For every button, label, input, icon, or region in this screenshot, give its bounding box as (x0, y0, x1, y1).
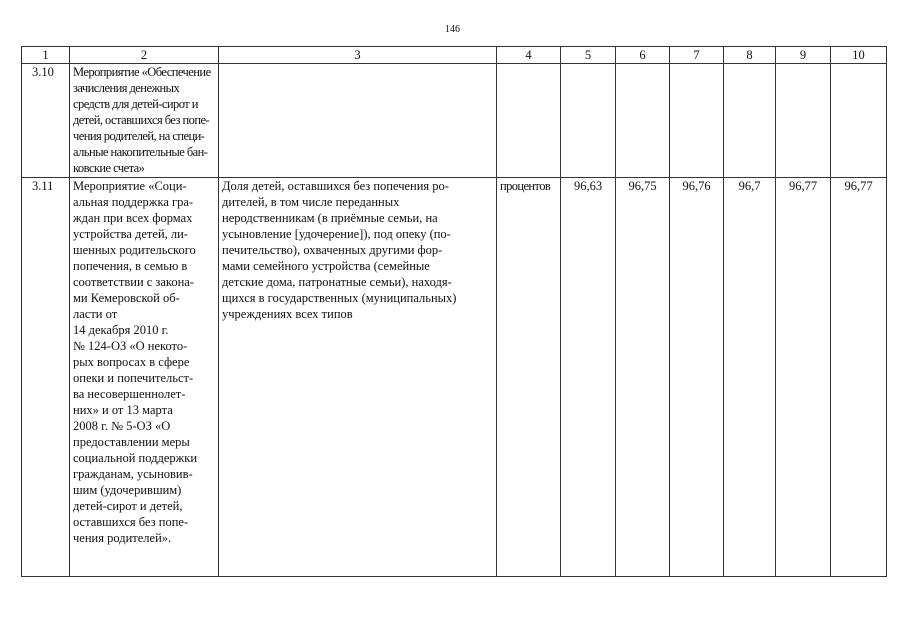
indicator-line: дителей, в том числе переданных (222, 195, 400, 209)
value-cell: 96,77 (831, 178, 887, 577)
event-line: гражданам, усыновив- (73, 467, 193, 481)
event-line: предоставлении меры (73, 435, 190, 449)
indicator-line: печительство), охваченных другими фор- (222, 243, 443, 257)
event-line: № 124-ОЗ «О некото- (73, 339, 188, 353)
column-number-1: 1 (22, 47, 70, 64)
column-number-6: 6 (616, 47, 670, 64)
column-number-3: 3 (219, 47, 497, 64)
indicator-line: Доля детей, оставшихся без попечения ро- (222, 179, 449, 193)
column-number-row (22, 47, 887, 64)
indicator-line: мами семейного устройства (семейные (222, 259, 430, 273)
value-cell: 96,76 (670, 178, 724, 577)
event-line: средств для детей-сирот и (73, 97, 198, 111)
indicator-description (219, 64, 497, 178)
event-line: детей, оставшихся без попе- (73, 113, 210, 127)
event-line: ковские счета» (73, 161, 145, 175)
indicator-line: неродственникам (в приёмные семьи, на (222, 211, 438, 225)
value-cell: 96,63 (561, 178, 616, 577)
event-line: рых вопросах в сфере (73, 355, 190, 369)
value-cell: 96,77 (776, 178, 831, 577)
value-cell (616, 64, 670, 178)
unit-cell: процентов (497, 178, 561, 577)
event-line: ждан при всех формах (73, 211, 193, 225)
event-line: детей-сирот и детей, (73, 499, 183, 513)
indicator-line: щихся в государственных (муниципальных) (222, 291, 457, 305)
value-cell (831, 64, 887, 178)
event-line: чения родителей, на специ- (73, 129, 205, 143)
event-line: зачисления денежных (73, 81, 180, 95)
event-description (70, 64, 219, 178)
event-description (70, 178, 219, 577)
event-line: альные накопительные бан- (73, 145, 208, 159)
event-line: шим (удочерившим) (73, 483, 182, 497)
indicator-table (21, 46, 887, 577)
event-line: ми Кемеровской об- (73, 291, 180, 305)
event-line: Мероприятие «Соци- (73, 179, 187, 193)
event-line: них» и от 13 марта (73, 403, 173, 417)
event-line: чения родителей». (73, 531, 172, 545)
value-cell (724, 64, 776, 178)
table-row (22, 178, 887, 577)
page-number: 146 (445, 24, 460, 35)
table-row (22, 64, 887, 178)
event-line: оставшихся без попе- (73, 515, 189, 529)
indicator-line: усыновление [удочерение]), под опеку (по- (222, 227, 451, 241)
event-line: Мероприятие «Обеспечение (73, 65, 211, 79)
value-cell (776, 64, 831, 178)
indicator-line: детские дома, патронатные семьи), находя- (222, 275, 452, 289)
event-line: устройства детей, ли- (73, 227, 188, 241)
row-number: 3.11 (22, 178, 70, 577)
value-cell: 96,75 (616, 178, 670, 577)
indicator-description (219, 178, 497, 577)
column-number-10: 10 (831, 47, 887, 64)
column-number-9: 9 (776, 47, 831, 64)
indicator-line: учреждениях всех типов (222, 307, 353, 321)
event-line: социальной поддержки (73, 451, 198, 465)
row-number: 3.10 (22, 64, 70, 178)
event-line: 2008 г. № 5-ОЗ «О (73, 419, 171, 433)
event-line: ва несовершеннолет- (73, 387, 186, 401)
event-line: опеки и попечительст- (73, 371, 194, 385)
value-cell (561, 64, 616, 178)
event-line: попечения, в семью в (73, 259, 188, 273)
event-line: альная поддержка гра- (73, 195, 194, 209)
event-line: ласти от (73, 307, 118, 321)
event-line: шенных родительского (73, 243, 196, 257)
column-number-7: 7 (670, 47, 724, 64)
column-number-4: 4 (497, 47, 561, 64)
unit-cell (497, 64, 561, 178)
value-cell: 96,7 (724, 178, 776, 577)
event-line: 14 декабря 2010 г. (73, 323, 169, 337)
value-cell (670, 64, 724, 178)
event-line: соответствии с закона- (73, 275, 195, 289)
column-number-2: 2 (70, 47, 219, 64)
column-number-8: 8 (724, 47, 776, 64)
column-number-5: 5 (561, 47, 616, 64)
